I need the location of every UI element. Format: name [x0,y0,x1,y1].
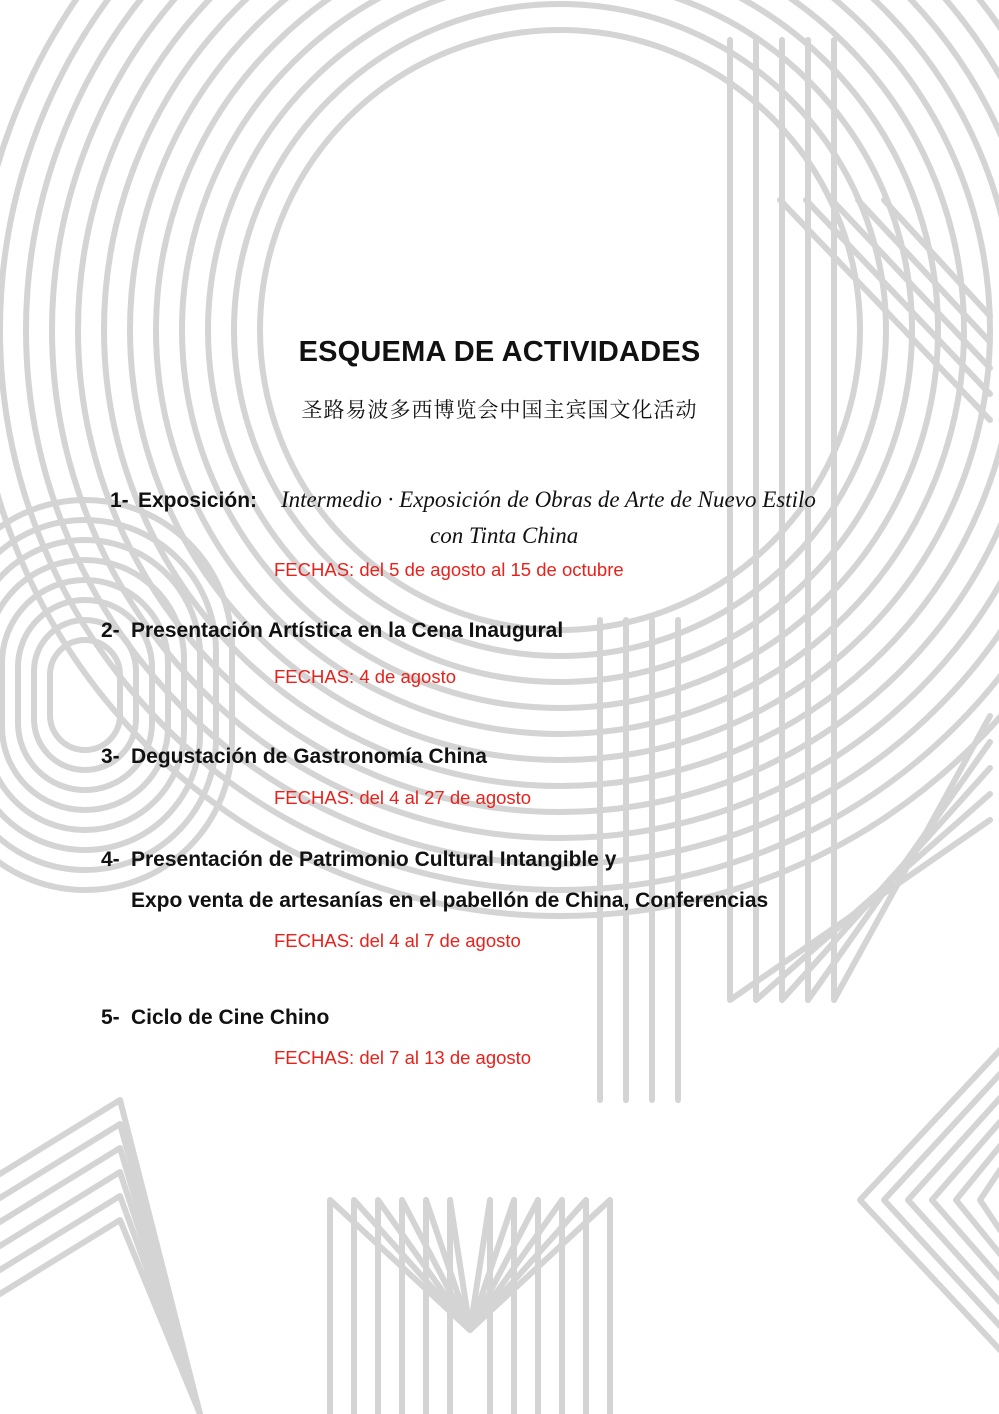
activity-title: Degustación de Gastronomía China [131,745,487,768]
activity-number: 1- [110,489,129,512]
page-subtitle: 圣路易波多西博览会中国主宾国文化活动 [301,399,698,422]
activity-title-line2: Expo venta de artesanías en el pabellón de China, Conferencias [131,889,769,912]
activity-number: 5- [101,1006,120,1029]
activity-title-line1: Presentación de Patrimonio Cultural Intangible y [131,848,617,871]
activity-title-line2: con Tinta China [430,523,579,548]
activity-dates: FECHAS: del 4 al 27 de agosto [274,787,532,808]
activity-title: Presentación Artística en la Cena Inaugural [131,619,564,642]
activity-dates: FECHAS: del 5 de agosto al 15 de octubre [274,559,624,580]
activity-dates: FECHAS: del 4 al 7 de agosto [274,930,521,951]
activity-number: 2- [101,619,120,642]
activity-number: 4- [101,848,120,871]
page-title: ESQUEMA DE ACTIVIDADES [298,336,701,368]
activity-title-line1: Intermedio · Exposición de Obras de Arte de Nuevo Estilo [281,487,816,512]
activity-dates: FECHAS: del 7 al 13 de agosto [274,1047,532,1068]
activity-number: 3- [101,745,120,768]
activity-label: Exposición: [138,489,258,512]
activity-title: Ciclo de Cine Chino [131,1006,330,1029]
activity-dates: FECHAS: 4 de agosto [274,666,457,687]
